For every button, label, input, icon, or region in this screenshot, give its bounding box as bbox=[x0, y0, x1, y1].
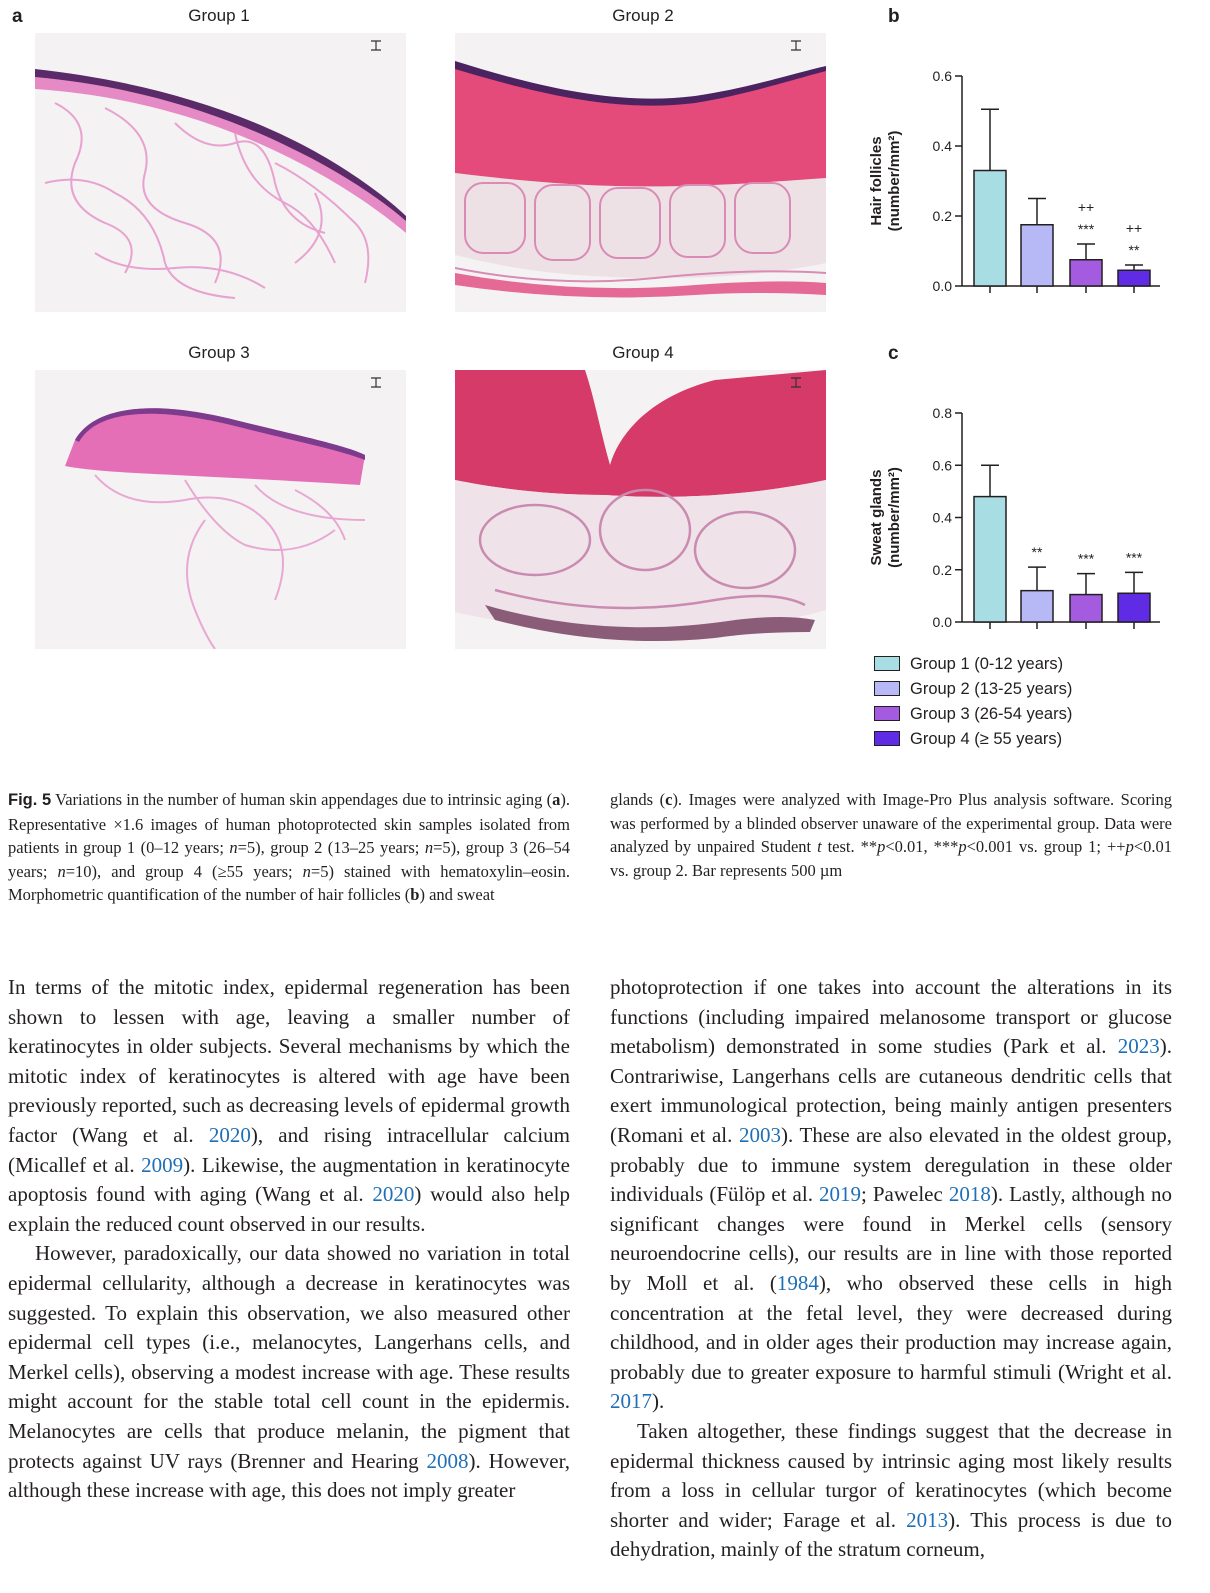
body-text-span: ). bbox=[652, 1389, 665, 1414]
caption-italic-n: n bbox=[57, 861, 66, 881]
citation-link[interactable]: 2013 bbox=[906, 1507, 949, 1532]
caption-ref-c: c bbox=[665, 790, 673, 809]
group-2-title: Group 2 bbox=[612, 6, 674, 25]
body-text-span: photoprotection if one takes into account the alterations in its functions (including impaired melanosome transport or glucose metabolism) demonstrated in some studies (Park et al. bbox=[610, 975, 1172, 1059]
caption-italic-p: p bbox=[1125, 837, 1134, 856]
caption-left bbox=[8, 788, 570, 907]
y-axis-unit-b: (number/mm²) bbox=[886, 130, 903, 232]
caption-text: <0.01 vs. group 2. Bar represents 500 µm bbox=[610, 837, 1172, 880]
caption-text: =10), and group 4 (≥55 years; bbox=[65, 861, 303, 881]
caption-text: ) and sweat bbox=[419, 885, 495, 904]
significance-mark-b-group-3: *** bbox=[1077, 221, 1095, 237]
legend-label-group-2: Group 2 (13-25 years) bbox=[910, 680, 1073, 698]
y-tick-label-b: 0.2 bbox=[932, 208, 952, 224]
bar-b-group-3 bbox=[1070, 260, 1102, 286]
bar-c-group-2 bbox=[1021, 591, 1053, 622]
body-text-span: ). This process is due to dehydration, mainly of the stratum corneum, bbox=[610, 1507, 1172, 1562]
caption-italic-t: t bbox=[817, 837, 822, 856]
caption-text: test. ** bbox=[821, 837, 878, 856]
y-axis-unit-c: (number/mm²) bbox=[886, 467, 903, 568]
caption-text: <0.001 vs. group 1; ++ bbox=[966, 837, 1126, 856]
citation-link[interactable]: 2003 bbox=[739, 1122, 781, 1147]
body-column-right bbox=[610, 973, 1172, 1565]
bar-c-group-4 bbox=[1118, 593, 1150, 622]
body-text-span: ). Contrariwise, Langerhans cells are cutaneous dendritic cells that exert immunological protection, being mainly antigen presenters (Romani et al. bbox=[610, 1034, 1172, 1147]
legend-label-group-1: Group 1 (0-12 years) bbox=[910, 655, 1064, 673]
citation-link[interactable]: 1984 bbox=[776, 1270, 819, 1295]
caption-italic-p: p bbox=[958, 837, 967, 856]
body-text-span: Taken altogether, these findings suggest that the decrease in epidermal thickness caused by intrinsic aging most likely results from a loss in cellular turgor of keratinocytes (which become shorter and wider; Farage et al. bbox=[610, 1418, 1172, 1532]
bar-c-group-1 bbox=[974, 497, 1006, 622]
y-tick-label-b: 0.4 bbox=[932, 138, 952, 154]
citation-link[interactable]: 2020 bbox=[208, 1122, 251, 1147]
significance-mark-b-group-3: ++ bbox=[1077, 199, 1095, 215]
caption-text: Variations in the number of human skin appendages due to intrinsic aging ( bbox=[51, 790, 553, 809]
caption-italic-p: p bbox=[877, 837, 886, 856]
y-axis-label-b: Hair follicles bbox=[868, 136, 885, 226]
y-tick-label-c: 0.6 bbox=[932, 457, 952, 474]
micrograph-group-3 bbox=[35, 370, 406, 649]
legend-item-group-4 bbox=[874, 729, 1062, 749]
bar-c-group-3 bbox=[1070, 595, 1102, 622]
caption-text: ). Representative ×1.6 images of human photoprotected skin samples isolated from patients in group 1 (0–12 years; bbox=[8, 790, 570, 857]
body-paragraph bbox=[8, 1239, 570, 1505]
body-text-span: ), and rising intracellular calcium (Micallef et al. bbox=[8, 1122, 570, 1177]
bar-b-group-1 bbox=[974, 171, 1006, 287]
legend-swatch-group-1 bbox=[874, 656, 900, 671]
citation-link[interactable]: 2020 bbox=[372, 1182, 415, 1207]
panel-b-letter: b bbox=[888, 6, 900, 27]
legend-swatch-group-2 bbox=[874, 681, 900, 696]
bar-b-group-2 bbox=[1021, 225, 1053, 286]
caption-text: =5) stained with hematoxylin–eosin. Morphometric quantification of the number of hair follicles ( bbox=[8, 861, 570, 904]
caption-italic-n: n bbox=[302, 861, 311, 881]
group-1-title: Group 1 bbox=[188, 6, 250, 25]
citation-link[interactable]: 2008 bbox=[426, 1448, 469, 1473]
body-text-span: ). These are also elevated in the oldest group, probably due to immune system deregulation in these older individuals (Fülöp et al. bbox=[610, 1122, 1172, 1207]
micrograph-group-2 bbox=[455, 33, 826, 312]
caption-text: =5), group 2 (13–25 years; bbox=[237, 838, 425, 857]
y-tick-label-c: 0.8 bbox=[932, 405, 952, 421]
body-text-span: In terms of the mitotic index, epidermal regeneration has been shown to lessen with age, leaving a smaller number of keratinocytes in older subjects. Several mechanisms by which the mitotic index of keratinocytes is altered with age have been previously reported, such as decreasing levels of epidermal growth factor (Wang et al. bbox=[8, 975, 570, 1147]
body-text-span: ). Likewise, the augmentation in keratinocyte apoptosis found with aging (Wang et al. bbox=[8, 1152, 571, 1207]
caption-right bbox=[610, 788, 1172, 882]
caption-ref-b: b bbox=[410, 885, 420, 904]
citation-link[interactable]: 2017 bbox=[610, 1389, 652, 1414]
caption-ref-a: a bbox=[552, 790, 561, 809]
legend-item-group-1 bbox=[874, 654, 1063, 674]
legend-item-group-2 bbox=[874, 679, 1072, 699]
caption-italic-n: n bbox=[424, 838, 434, 857]
legend-item-group-3 bbox=[874, 704, 1072, 724]
body-text-span: However, paradoxically, our data showed no variation in total epidermal cellularity, although a decrease in keratinocytes was suggested. To explain this observation, we also measured other epidermal cell types (i.e., melanocytes, Langerhans cells, and Merkel cells), observing a modest increase with age. These results might account for the stable total cell count in the epidermis. Melanocytes are cells that produce melanin, the pigment that protects against UV rays (Brenner and Hearing bbox=[8, 1241, 570, 1473]
significance-mark-b-group-4: ** bbox=[1128, 242, 1140, 258]
body-paragraph bbox=[610, 973, 1172, 1417]
group-4-title: Group 4 bbox=[612, 343, 674, 362]
panel-c-letter: c bbox=[888, 343, 899, 364]
citation-link[interactable]: 2019 bbox=[818, 1182, 861, 1207]
citation-link[interactable]: 2023 bbox=[1117, 1034, 1160, 1059]
body-column-left bbox=[8, 973, 570, 1506]
group-3-title: Group 3 bbox=[188, 343, 250, 362]
legend-swatch-group-4 bbox=[874, 731, 900, 746]
caption-text: <0.01, *** bbox=[885, 837, 959, 856]
body-text-span: ), who observed these cells in high concentration at the fetal level, they were decreased during childhood, and in older ages their production may increase again, probably due to greater exposure to harmful stimuli (Wright et al. bbox=[610, 1270, 1172, 1384]
y-tick-label-b: 0.0 bbox=[932, 278, 952, 294]
bar-b-group-4 bbox=[1118, 270, 1150, 286]
significance-mark-c-group-4: *** bbox=[1125, 549, 1143, 566]
y-tick-label-c: 0.2 bbox=[932, 561, 952, 578]
significance-mark-b-group-4: ++ bbox=[1125, 220, 1143, 236]
figure-number: Fig. 5 bbox=[8, 791, 52, 809]
body-text-span: ). However, although these increase with age, this does not imply greater bbox=[8, 1448, 570, 1503]
body-text-span: ). Lastly, although no significant changes were found in Merkel cells (sensory neuroendocrine cells), our results are in line with those reported by Moll et al. ( bbox=[610, 1182, 1172, 1295]
body-paragraph bbox=[610, 1417, 1172, 1565]
citation-link[interactable]: 2009 bbox=[141, 1152, 184, 1177]
significance-mark-c-group-2: ** bbox=[1031, 544, 1043, 561]
y-tick-label-c: 0.0 bbox=[932, 614, 952, 630]
legend-label-group-3: Group 3 (26-54 years) bbox=[910, 705, 1073, 723]
caption-text: ). Images were analyzed with Image-Pro Plus analysis software. Scoring was performed by a blinded observer unaware of the experimental group. Data were analyzed by unpaired Student bbox=[610, 790, 1172, 856]
micrograph-group-4 bbox=[455, 370, 826, 649]
legend-label-group-4: Group 4 (≥ 55 years) bbox=[910, 730, 1063, 748]
y-tick-label-b: 0.6 bbox=[932, 68, 952, 84]
citation-link[interactable]: 2018 bbox=[948, 1182, 991, 1207]
significance-mark-c-group-3: *** bbox=[1077, 550, 1095, 567]
caption-italic-n: n bbox=[229, 838, 238, 857]
body-text-span: ; Pawelec bbox=[860, 1182, 949, 1207]
caption-text: glands ( bbox=[610, 790, 666, 809]
y-tick-label-c: 0.4 bbox=[932, 509, 952, 526]
caption-text: =5), group 3 (26–54 years; bbox=[8, 838, 571, 881]
y-axis-label-c: Sweat glands bbox=[868, 469, 885, 566]
panel-a-letter: a bbox=[12, 6, 23, 27]
micrograph-group-1 bbox=[35, 33, 406, 312]
legend-swatch-group-3 bbox=[874, 706, 900, 721]
body-paragraph bbox=[8, 973, 570, 1239]
charts-svg bbox=[860, 0, 1200, 660]
body-text-span: ) would also help explain the reduced count observed in our results. bbox=[8, 1182, 570, 1236]
